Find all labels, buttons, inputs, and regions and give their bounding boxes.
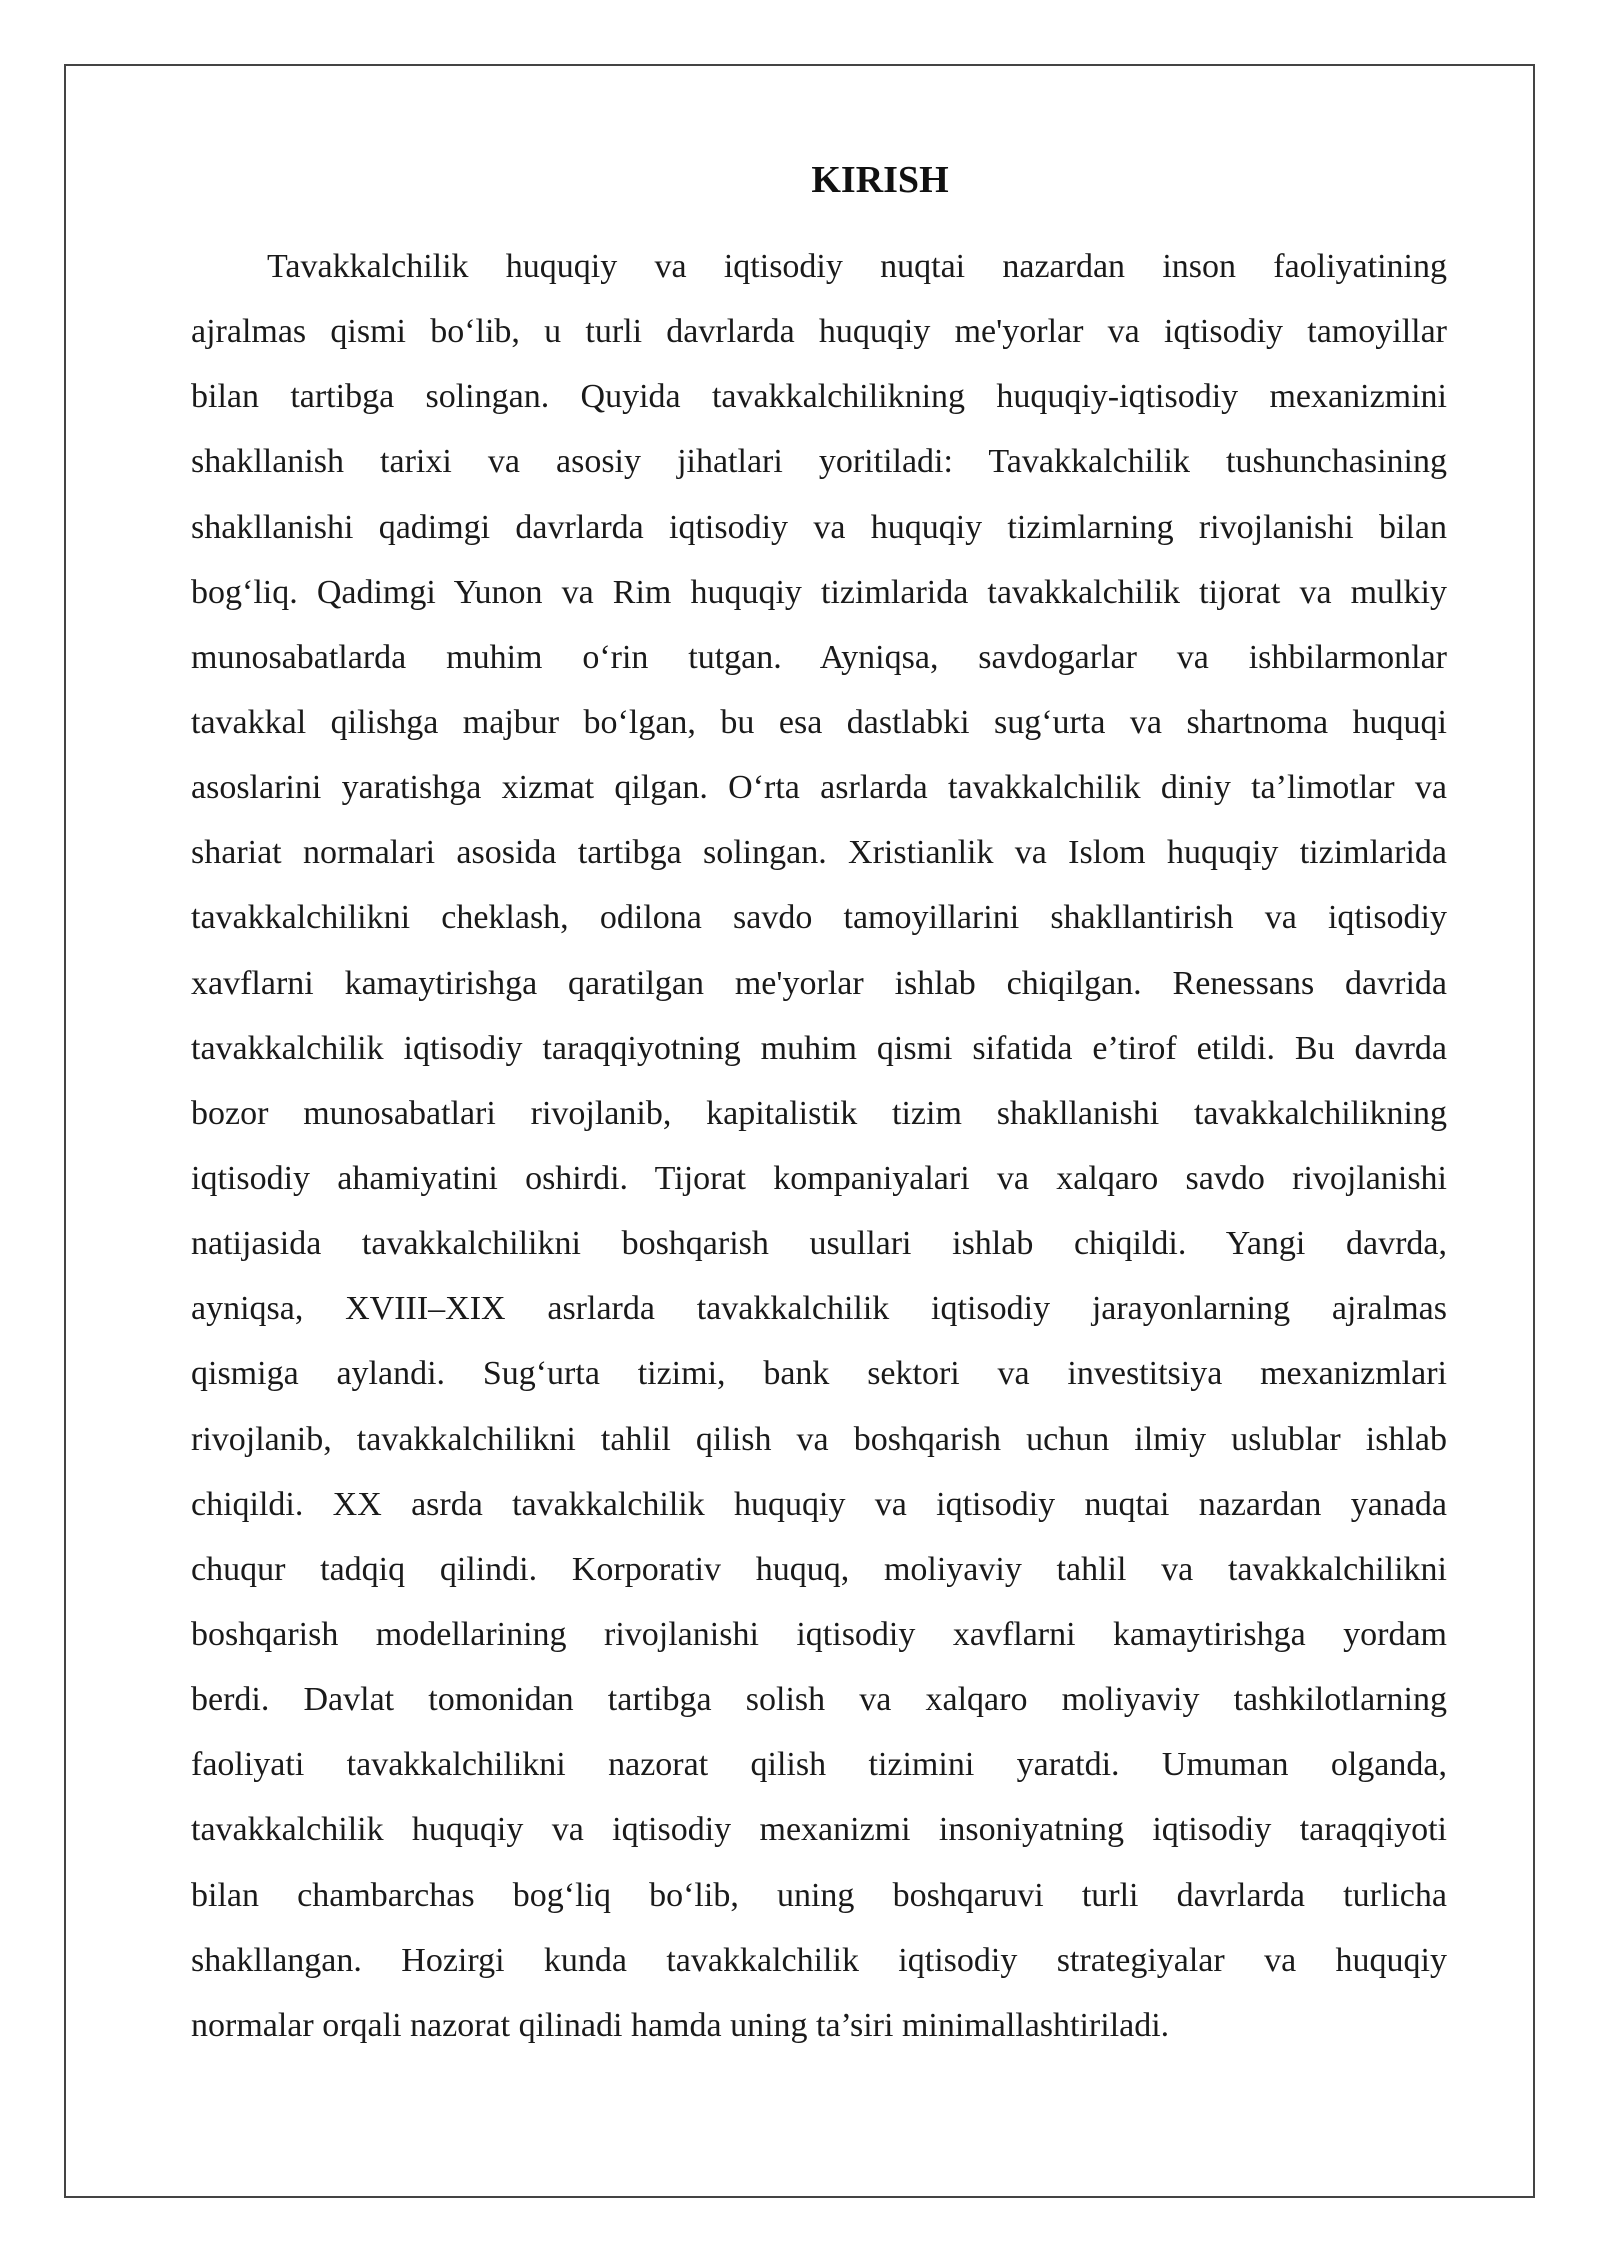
paragraph-line: rivojlanib, tavakkalchilikni tahlil qilish va boshqarish uchun ilmiy uslublar ishlab <box>191 1420 1447 1458</box>
paragraph-line: chiqildi. XX asrda tavakkalchilik huquqiy va iqtisodiy nuqtai nazardan yanada <box>191 1485 1447 1523</box>
paragraph-line: bog‘liq. Qadimgi Yunon va Rim huquqiy tizimlarida tavakkalchilik tijorat va mulkiy <box>191 573 1447 611</box>
paragraph-line: shakllanishi qadimgi davrlarda iqtisodiy va huquqiy tizimlarning rivojlanishi bilan <box>191 508 1447 546</box>
paragraph-line: tavakkal qilishga majbur bo‘lgan, bu esa dastlabki sug‘urta va shartnoma huquqi <box>191 703 1447 741</box>
paragraph-line: chuqur tadqiq qilindi. Korporativ huquq, moliyaviy tahlil va tavakkalchilikni <box>191 1550 1447 1588</box>
paragraph-line: iqtisodiy ahamiyatini oshirdi. Tijorat kompaniyalari va xalqaro savdo rivojlanishi <box>191 1159 1447 1197</box>
paragraph-line: bilan chambarchas bog‘liq bo‘lib, uning boshqaruvi turli davrlarda turlicha <box>191 1876 1447 1914</box>
paragraph-line: qismiga aylandi. Sug‘urta tizimi, bank sektori va investitsiya mexanizmlari <box>191 1355 1447 1393</box>
paragraph-line: bilan tartibga solingan. Quyida tavakkalchilikning huquqiy-iqtisodiy mexanizmini <box>191 378 1447 416</box>
paragraph-line: bozor munosabatlari rivojlanib, kapitalistik tizim shakllanishi tavakkalchilikning <box>191 1094 1447 1132</box>
paragraph-line: natijasida tavakkalchilikni boshqarish usullari ishlab chiqildi. Yangi davrda, <box>191 1225 1447 1263</box>
paragraph-line: ayniqsa, XVIII–XIX asrlarda tavakkalchilik iqtisodiy jarayonlarning ajralmas <box>191 1290 1447 1328</box>
paragraph-line: berdi. Davlat tomonidan tartibga solish va xalqaro moliyaviy tashkilotlarning <box>191 1681 1447 1719</box>
paragraph-line: Tavakkalchilik huquqiy va iqtisodiy nuqtai nazardan inson faoliyatining <box>267 248 1447 285</box>
paragraph-line: shakllanish tarixi va asosiy jihatlari yoritiladi: Tavakkalchilik tushunchasining <box>191 443 1447 481</box>
paragraph-line: tavakkalchilikni cheklash, odilona savdo tamoyillarini shakllantirish va iqtisodiy <box>191 899 1447 937</box>
paragraph-line: tavakkalchilik huquqiy va iqtisodiy mexanizmi insoniyatning iqtisodiy taraqqiyoti <box>191 1811 1447 1849</box>
page-title: KIRISH <box>811 159 949 201</box>
paragraph-line: munosabatlarda muhim o‘rin tutgan. Ayniqsa, savdogarlar va ishbilarmonlar <box>191 638 1447 676</box>
paragraph-line: asoslarini yaratishga xizmat qilgan. O‘rta asrlarda tavakkalchilik diniy ta’limotlar va <box>191 769 1447 807</box>
paragraph-line: shakllangan. Hozirgi kunda tavakkalchilik iqtisodiy strategiyalar va huquqiy <box>191 1941 1447 1979</box>
paragraph-line: xavflarni kamaytirishga qaratilgan me'yorlar ishlab chiqilgan. Renessans davrida <box>191 964 1447 1002</box>
paragraph-line: faoliyati tavakkalchilikni nazorat qilish tizimini yaratdi. Umuman olganda, <box>191 1746 1447 1784</box>
paragraph-line: ajralmas qismi bo‘lib, u turli davrlarda huquqiy me'yorlar va iqtisodiy tamoyillar <box>191 313 1447 351</box>
paragraph-line: normalar orqali nazorat qilinadi hamda uning ta’siri minimallashtiriladi. <box>191 2006 1170 2044</box>
paragraph-line: boshqarish modellarining rivojlanishi iqtisodiy xavflarni kamaytirishga yordam <box>191 1615 1447 1653</box>
paragraph-line: tavakkalchilik iqtisodiy taraqqiyotning muhim qismi sifatida e’tirof etildi. Bu davrda <box>191 1029 1447 1067</box>
paragraph-line: shariat normalari asosida tartibga solingan. Xristianlik va Islom huquqiy tizimlarida <box>191 834 1447 872</box>
body-paragraph <box>191 240 1447 2064</box>
